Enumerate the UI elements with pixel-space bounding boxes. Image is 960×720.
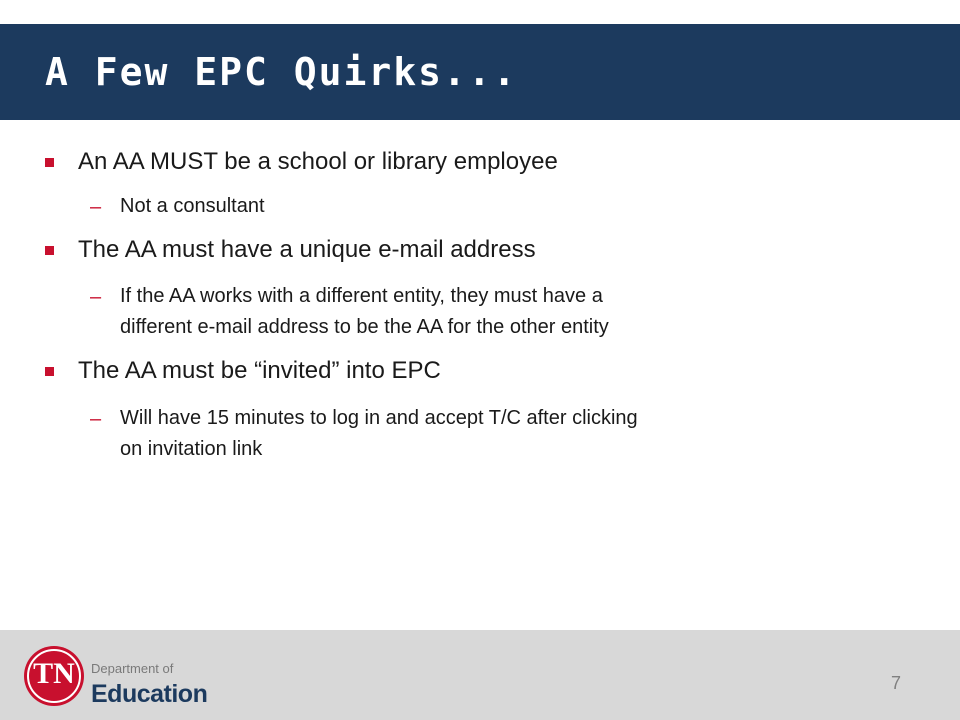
sub-bullet-dash: –: [90, 286, 102, 308]
logo-education: Education: [91, 680, 208, 708]
sub-bullet-text: Not a consultant: [120, 195, 265, 217]
tn-emblem-text: TN: [33, 657, 75, 690]
bullet-marker: [45, 158, 54, 167]
bullet-text: The AA must have a unique e-mail address: [78, 236, 536, 263]
bullet-text: The AA must be “invited” into EPC: [78, 357, 441, 384]
sub-bullet-dash: –: [90, 196, 102, 218]
bullet-marker: [45, 367, 54, 376]
slide-title: A Few EPC Quirks...: [45, 50, 518, 94]
sub-bullet-text: Will have 15 minutes to log in and accept T/C after clicking: [120, 407, 638, 429]
sub-bullet-text: If the AA works with a different entity, they must have a: [120, 285, 603, 307]
bullet-marker: [45, 246, 54, 255]
logo-department-of: Department of: [91, 661, 174, 676]
sub-bullet-text: on invitation link: [120, 438, 263, 460]
tn-emblem-icon: [24, 646, 84, 706]
bullet-text: An AA MUST be a school or library employee: [78, 148, 558, 175]
page-number: 7: [891, 673, 902, 693]
sub-bullet-text: different e-mail address to be the AA for the other entity: [120, 316, 609, 338]
sub-bullet-dash: –: [90, 408, 102, 430]
department-logo: [24, 646, 208, 712]
